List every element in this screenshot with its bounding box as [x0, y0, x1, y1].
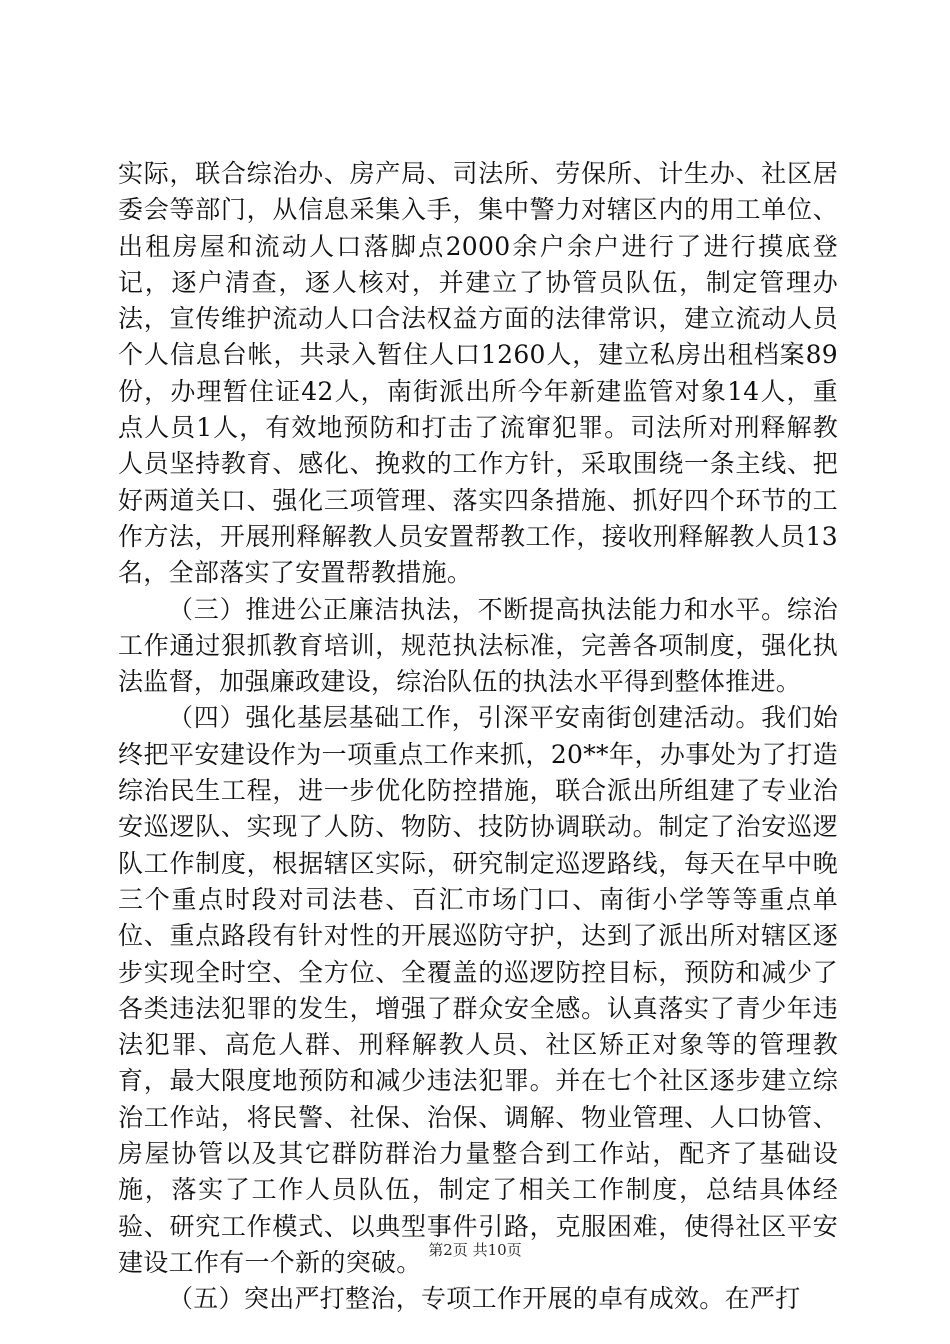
document-body [118, 156, 838, 1318]
paragraph-section-4: （四）强化基层基础工作，引深平安南街创建活动。我们始终把平安建设作为一项重点工作来抓，20**年，办事处为了打造综治民生工程，进一步优化防控措施，联合派出所组建了专业治安巡逻队、实现了人防、物防、技防协调联动。制定了治安巡逻队工作制度，根据辖区实际，研究制定巡逻路线，每天在早中晚三个重点时段对司法巷、百汇市场门口、南街小学等等重点单位、重点路段有针对性的开展巡防守护，达到了派出所对辖区逐步实现全时空、全方位、全覆盖的巡逻防控目标，预防和减少了各类违法犯罪的发生，增强了群众安全感。认真落实了青少年违法犯罪、高危人群、刑释解教人员、社区矫正对象等的管理教育，最大限度地预防和减少违法犯罪。并在七个社区逐步建立综治工作站，将民警、社保、治保、调解、物业管理、人口协管、房屋协管以及其它群防群治力量整合到工作站，配齐了基础设施，落实了工作人员队伍，制定了相关工作制度，总结具体经验、研究工作模式、以典型事件引路，克服困难，使得社区平安建设工作有一个新的突破。 [118, 703, 838, 1277]
paragraph-continuation: 实际，联合综治办、房产局、司法所、劳保所、计生办、社区居委会等部门，从信息采集入手，集中警力对辖区内的用工单位、出租房屋和流动人口落脚点2000余户余户进行了进行摸底登记，逐户清查，逐人核对，并建立了协管员队伍，制定管理办法，宣传维护流动人口合法权益方面的法律常识，建立流动人员个人信息台帐，共录入暂住人口1260人，建立私房出租档案89份，办理暂住证42人，南街派出所今年新建监管对象14人，重点人员1人，有效地预防和打击了流窜犯罪。司法所对刑释解教人员坚持教育、感化、挽救的工作方针，采取围绕一条主线、把好两道关口、强化三项管理、落实四条措施、抓好四个环节的工作方法，开展刑释解教人员安置帮教工作，接收刑释解教人员13名，全部落实了安置帮教措施。 [118, 159, 838, 588]
page-footer: 第2页 共10页 [428, 1241, 522, 1259]
paragraph-section-3: （三）推进公正廉洁执法，不断提高执法能力和水平。综治工作通过狠抓教育培训，规范执法标准，完善各项制度，强化执法监督，加强廉政建设，综治队伍的执法水平得到整体推进。 [118, 594, 838, 697]
paragraph-section-5: （五）突出严打整治，专项工作开展的卓有成效。在严打 [168, 1284, 801, 1314]
